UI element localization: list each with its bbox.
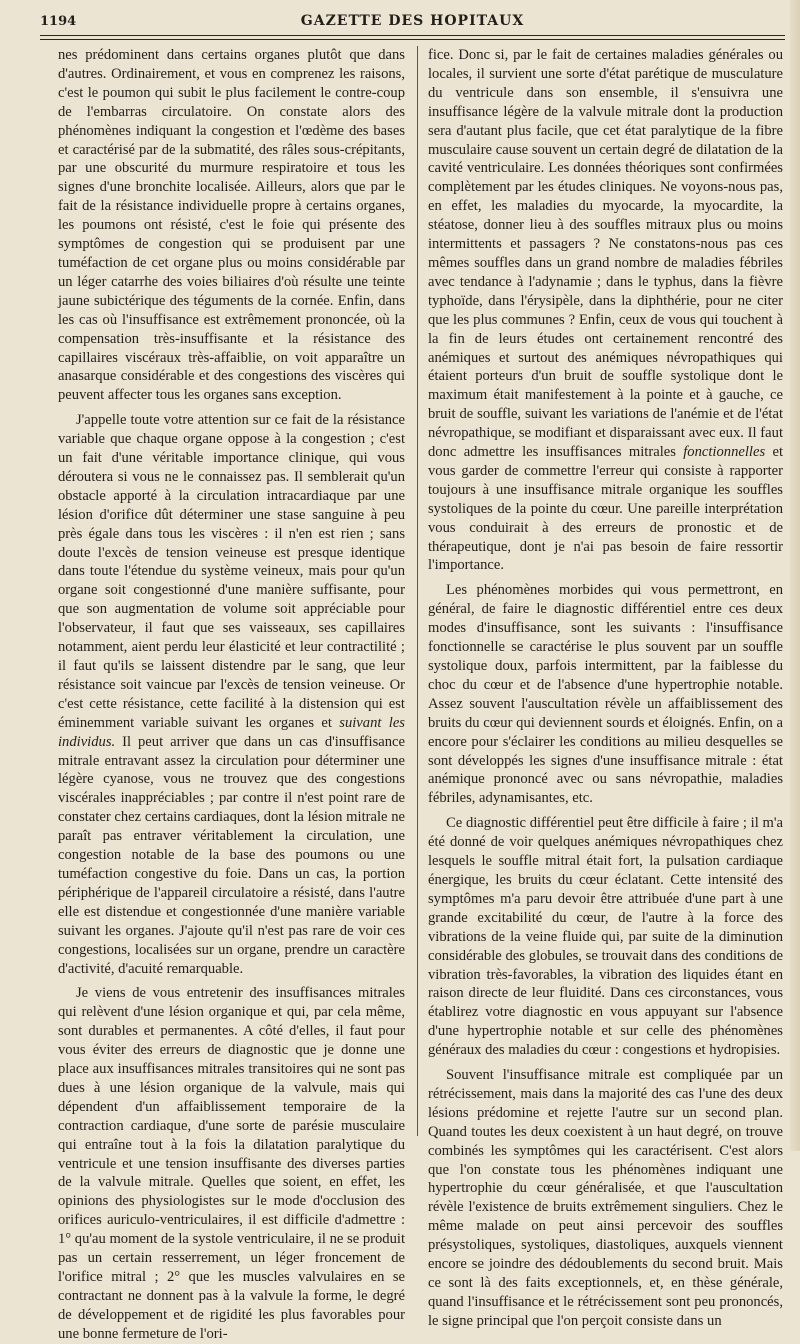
paragraph: Souvent l'insuffisance mitrale est compliquée par un rétrécissement, mais dans la majorité des cas l'une des deux lésions prédomine et rejette l'autre sur un second plan. Quand toutes les deux coexistent à un haut degré, on trouve combinés les symptômes qui les caractérisent. C'est alors que l'on constate tous les phénomènes indiquant une hypertrophie du cœur généralisée, et que l'auscultation révèle l'existence de bruits extrêmement singuliers. Chez le même malade on peut ainsi percevoir des souffles présystoliques, systoliques, diastoliques, auxquels viennent encore se joindre des dédoublements du second bruit. Mais ce sont là des faits exceptionnels, et, en thèse générale, quand l'insuffisance et le rétrécissement sont peu prononcés, le signe principal que l'on perçoit consiste dans un	[428, 1067, 783, 1329]
page-edge	[790, 0, 800, 1151]
italic-text: suivant les individus.	[58, 714, 405, 750]
right-column	[428, 46, 783, 1329]
paragraph-text: fice. Donc si, par le fait de certaines maladies générales ou locales, il survient une sorte d'état parétique de musculature du ventricule dans son ensemble, il s'ensuivra une insuffisance légère de la valvule mitrale dont la production sera d'autant plus facile, que cet état paralytique de la fibre musculaire cause souvent un certain degré de dilatation de la cavité ventriculaire. Les données théoriques sont confirmées complètement par les études cliniques. Ne voyons-nous pas, en effet, les maladies du myocarde, la myocardite, la stéatose, donner lieu à des souffles mitraux plus ou moins intermittents et passagers ? Ne constatons-nous pas ces mêmes souffles dans un grand nombre de maladies fébriles avec tendance à l'adynamie ; dans le typhus, dans la fièvre typhoïde, dans l'érysipèle, dans la diphthérie, pour ne citer que les plus communes ? Enfin, ceux de vous qui touchent à la fin de leurs études ont certainement rencontré des anémiques et surtout des anémiques névropathiques qui étaient porteurs d'un bruit de souffle systolique dont le maximum était manifestement à la pointe et à gauche, ce bruit de souffle, suivant les variations de l'anémie et de l'état névropathique, se modifiant et disparaissant avec eux. Il faut donc admettre les insuffisances mitrales	[428, 47, 783, 461]
paragraph-text: Il peut arriver que dans un cas d'insuffisance mitrale entravant assez la circulation pour déterminer une légère cyanose, vous ne trouvez que des congestions viscérales inappréciables ; par contre il n'est point rare de constater chez certains cardiaques, dont la lésion mitrale ne paraît pas entraver véritablement la circulation, une congestion notable de la base des poumons ou une tuméfaction congestive du foie. Dans un cas, la portion périphérique de l'appareil circulatoire a résisté, dans l'autre elle est distendue et congestionnée d'une manière variable suivant les organes. J'ajoute qu'il n'est pas rare de voir ces congestions, localisées sur un organe, prendre un caractère d'activité, d'acuité remarquable.	[58, 733, 405, 977]
paragraph	[428, 46, 783, 575]
page-number: 1194	[40, 14, 77, 29]
paragraph: nes prédominent dans certains organes plutôt que dans d'autres. Ordinairement, et vous en comprenez les raisons, c'est le poumon qui subit le plus facilement le contre-coup de l'embarras circulatoire. On constate alors des phénomènes indiquant la congestion et l'œdème des bases et caractérisé par de la submatité, des râles sous-crépitants, par une obscurité du murmure respiratoire et tous les signes d'une bronchite localisée. Ailleurs, alors que par le fait de la résistance individuelle propre à certains organes, les poumons ont résisté, c'est le foie qui présente des symptômes de congestion qui se produisent par une tuméfaction de cet organe plus ou moins considérable par un léger catarrhe des voies biliaires d'où résulte une teinte jaune subictérique des téguments de la cornée. Enfin, dans les cas où l'insuffisance est extrêmement prononcée, où la compensation très-insuffisante et la résistance des capillaires viscéraux très-affaiblie, on voit apparaître un anasarque considérable et des congestions des viscères qui peuvent affecter tous les organes sans exception.	[58, 47, 405, 404]
paragraph: Ce diagnostic différentiel peut être difficile à faire ; il m'a été donné de voir quelques anémiques névropathiques chez lesquels le souffle mitral était fort, la pulsation cardiaque énergique, les bruits du cœur éclatant. Cette intensité des symptômes m'a paru devoir être attribuée d'une part à une grande excitabilité du cœur, de l'autre à la force des vibrations de la veine fluide qui, par suite de la diminution considérable des globules, se trouvait dans des conditions de vibration très-favorables, la vibration des liquides étant en raison directe de leur fluidité. Dans ces circonstances, vous établirez votre diagnostic en vous appuyant sur l'absence d'une hypertrophie notable et sur celle des phénomènes généraux des maladies du cœur : congestions et hydropisies.	[428, 815, 783, 1059]
left-column	[58, 46, 405, 1342]
header-rule-thick	[40, 35, 785, 36]
column-divider	[417, 46, 418, 1136]
paragraph-text: et vous garder de commettre l'erreur qui consiste à rapporter toujours à une insuffisance mitrale organique les souffles systoliques de la pointe du cœur. Une pareille interprétation vous conduirait à des erreurs de pronostic et de thérapeutique, dont je n'ai pas besoin de faire ressortir l'importance.	[428, 444, 783, 574]
italic-text: fonctionnelles	[683, 444, 766, 461]
journal-title: GAZETTE DES HOPITAUX	[300, 13, 525, 29]
page-header	[40, 12, 785, 32]
paragraph: Je viens de vous entretenir des insuffisances mitrales qui relèvent d'une lésion organique et qui, par cela même, sont durables et permanentes. A côté d'elles, il faut pour vous éviter des erreurs de diagnostic que je donne une place aux insuffisances mitrales transitoires qui ne sont pas dues à une lésion organique de la valvule, mais qui dépendent d'un affaiblissement temporaire de la contraction cardiaque, d'une sorte de parésie musculaire qui entraîne tout à la fois la dilatation paralytique du ventricule et une tension insuffisante des diverses parties de la valvule mitrale. Quelles que soient, en effet, les opinions des physiologistes sur le mode d'occlusion des orifices auriculo-ventriculaires, il est difficile d'admettre : 1° qu'au moment de la systole ventriculaire, il ne se produit pas un certain resserrement, un léger froncement de l'orifice mitral ; 2° que les muscles valvulaires en se contractant ne donnent pas à la valvule la forme, le degré de développement et de rigidité les plus favorables pour une bonne fermeture de l'ori-	[58, 985, 405, 1342]
paragraph-text: J'appelle toute votre attention sur ce fait de la résistance variable que chaque organe oppose à la congestion ; c'est un fait d'une véritable importance clinique, qui vous déroutera si vous ne le connaissez pas. Il semblerait qu'un obstacle apporté à la circulation intracardiaque par une lésion d'orifice dût déterminer une stase sanguine à peu près égale dans tous les viscères : il n'en est rien ; sans doute l'excès de tension veineuse est presque identique dans toute l'étendue du système veineux, mais pour qu'un organe soit congestionné d'une manière suffisante, pour que son augmentation de volume soit appréciable pour l'observateur, il faut que ses vaisseaux, ses capillaires notamment, aient perdu leur élasticité et leur contractilité ; il faut qu'ils se laissent distendre par le sang, que leur résistance soit vaincue par l'excès de tension veineuse. Or c'est cette résistance, cette facilité à la distension qui est éminemment variable suivant les organes et	[58, 412, 405, 731]
paragraph	[58, 411, 405, 978]
paragraph: Les phénomènes morbides qui vous permettront, en général, de faire le diagnostic différentiel entre ces deux modes d'insuffisance, sont les suivants : l'insuffisance fonctionnelle se caractérise le plus souvent par un souffle systolique doux, parfois intermittent, par la faiblesse du choc du cœur et de l'absence d'une hypertrophie notable. Assez souvent l'auscultation révèle un affaiblissement des bruits du cœur qui deviennent sourds et éloignés. Enfin, on a encore pour s'éclairer les conditions au milieu desquelles se sont développés les signes d'une insuffisance mitrale : état anémique prononcé avec ou sans névropathie, maladies fébriles, adynamisantes, etc.	[428, 582, 783, 807]
header-rule-thin	[40, 39, 785, 40]
